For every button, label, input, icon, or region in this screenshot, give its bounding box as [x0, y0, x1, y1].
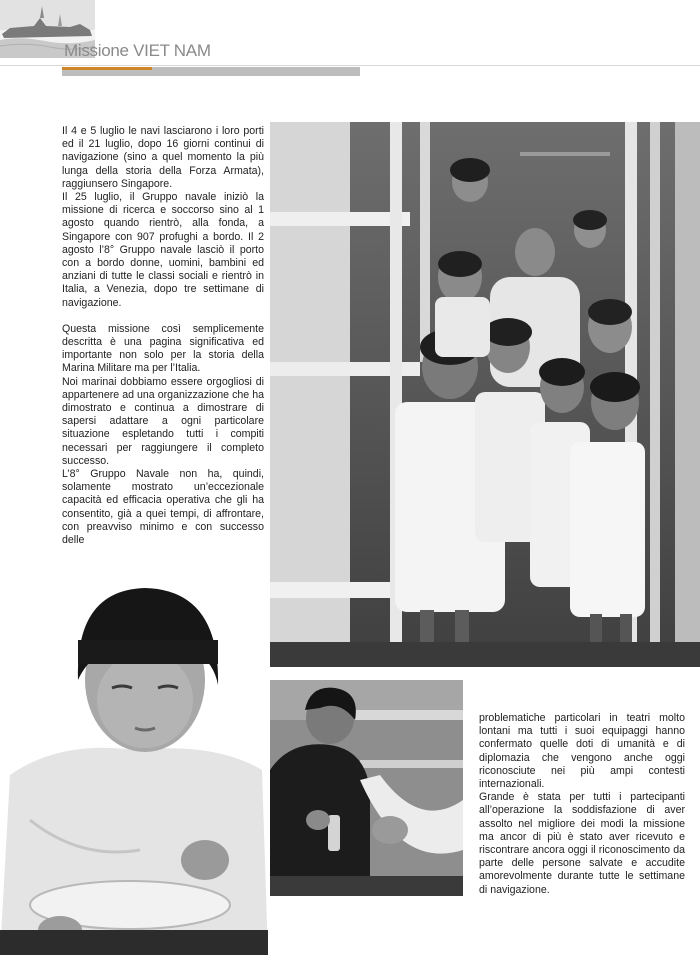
header-accent-bar	[62, 67, 152, 70]
paragraph: Questa missione così semplicemente descritta è una pagina significativa ed importante non solo per la storia della Marina Militare ma per l’Italia.	[62, 322, 264, 375]
paragraph: Grande è stata per tutti i partecipanti all’operazione la soddisfazione di aver assolto nel migliore dei modi la missione ma ancor di più è stato aver ricevuto e riscontrare ancora oggi il riconoscimento da parte delle persone salvate e accudite amorevolmente durante tutte le settimane di navigazione.	[479, 791, 685, 896]
paragraph: Il 25 luglio, il Gruppo navale iniziò la missione di ricerca e soccorso sino al 1 agosto quando rientrò, alla fonda, a Singapore con 907 profughi a bordo. Il 2 agosto l’8° Gruppo navale lasciò il porto con a bordo donne, uomini, bambini ed anziani di tutte le classi sociali e rientrò in Italia, a Venezia, dopo tre settimane di navigazione.	[62, 191, 264, 309]
article-column-right	[479, 712, 685, 897]
photo-child-eating	[0, 560, 268, 955]
photo-children-in-bunks	[270, 122, 700, 667]
article-column-left	[62, 125, 264, 547]
paragraph: problematiche particolari in teatri molto lontani ma tutti i suoi equipaggi hanno confermato quelle doti di umanità e di diplomazia che vengono anche oggi riconosciute nei più ampi contesti internazionali.	[479, 712, 685, 791]
header-rule	[0, 65, 700, 66]
photo-nurse-with-baby	[270, 680, 463, 896]
paragraph: Il 4 e 5 luglio le navi lasciarono i loro porti ed il 21 luglio, dopo 16 giorni continui di navigazione (sino a quel momento la più lunga della storia della Forza Armata), raggiunsero Singapore.	[62, 125, 264, 190]
paragraph: L’8° Gruppo Navale non ha, quindi, solamente mostrato un’eccezionale capacità ed efficacia operativa che gli ha consentito, già a quei tempi, di affrontare, con preavviso minimo e con successo delle	[62, 468, 264, 547]
paragraph: Noi marinai dobbiamo essere orgogliosi di appartenere ad una organizzazione che ha dimostrato e continua a dimostrare di sapersi adattare a ogni particolare situazione espletando tutti i compiti necessari per raggiungere il completo successo.	[62, 375, 264, 467]
section-title: Missione VIET NAM	[64, 41, 211, 60]
